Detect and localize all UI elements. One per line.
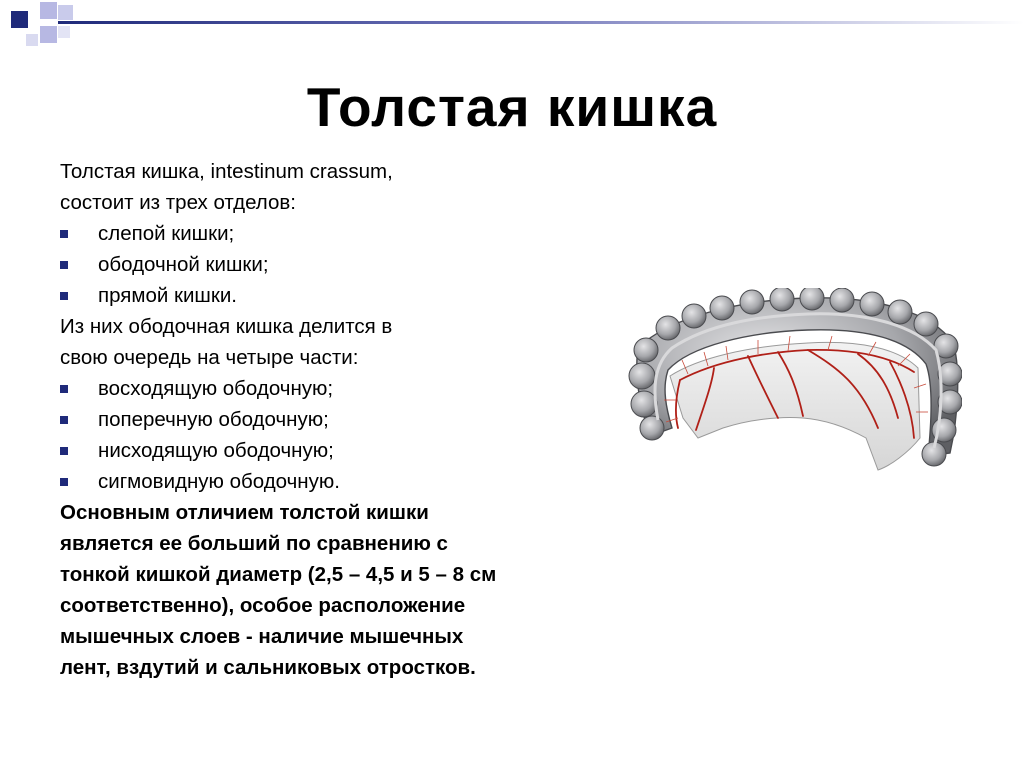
colon-intro-line-2: свою очередь на четыре части: [60,346,359,369]
list-item-text: поперечную ободочную; [98,408,329,431]
square-bullet-icon [60,416,68,424]
list-item-text: восходящую ободочную; [98,377,334,400]
conclusion-line-3: тонкой кишкой диаметр (2,5 – 4,5 и 5 – 8 см [60,563,497,586]
list-item [60,466,620,497]
slide-title: Толстая кишка [306,76,718,138]
intro-line-1: Толстая кишка, intestinum crassum, [60,160,393,183]
list-item [60,373,620,404]
square-bullet-icon [60,447,68,455]
colon-parts-list [60,373,620,497]
list-item-text: прямой кишки. [98,284,237,307]
header-decoration [0,0,1024,60]
large-intestine-illustration [628,288,962,484]
conclusion-line-4: соответственно), особое расположение [60,594,466,617]
list-item [60,218,620,249]
slide-body [60,156,620,683]
colon-intro-line-1: Из них ободочная кишка делится в [60,315,393,338]
list-item-text: нисходящую ободочную; [98,439,334,462]
list-item-text: слепой кишки; [98,222,235,245]
list-item-text: ободочной кишки; [98,253,269,276]
square-bullet-icon [60,261,68,269]
intro-line-2: состоит из трех отделов: [60,191,296,214]
conclusion-line-1: Основным отличием толстой кишки [60,501,429,524]
conclusion-line-2: является ее больший по сравнению с [60,532,448,555]
list-item [60,249,620,280]
conclusion-line-5: мышечных слоев - наличие мышечных [60,625,464,648]
conclusion-line-6: лент, вздутий и сальниковых отростков. [60,656,476,679]
list-item [60,435,620,466]
square-bullet-icon [60,230,68,238]
list-item [60,280,620,311]
sections-list [60,218,620,311]
list-item [60,404,620,435]
list-item-text: сигмовидную ободочную. [98,470,340,493]
square-bullet-icon [60,385,68,393]
square-bullet-icon [60,478,68,486]
square-bullet-icon [60,292,68,300]
